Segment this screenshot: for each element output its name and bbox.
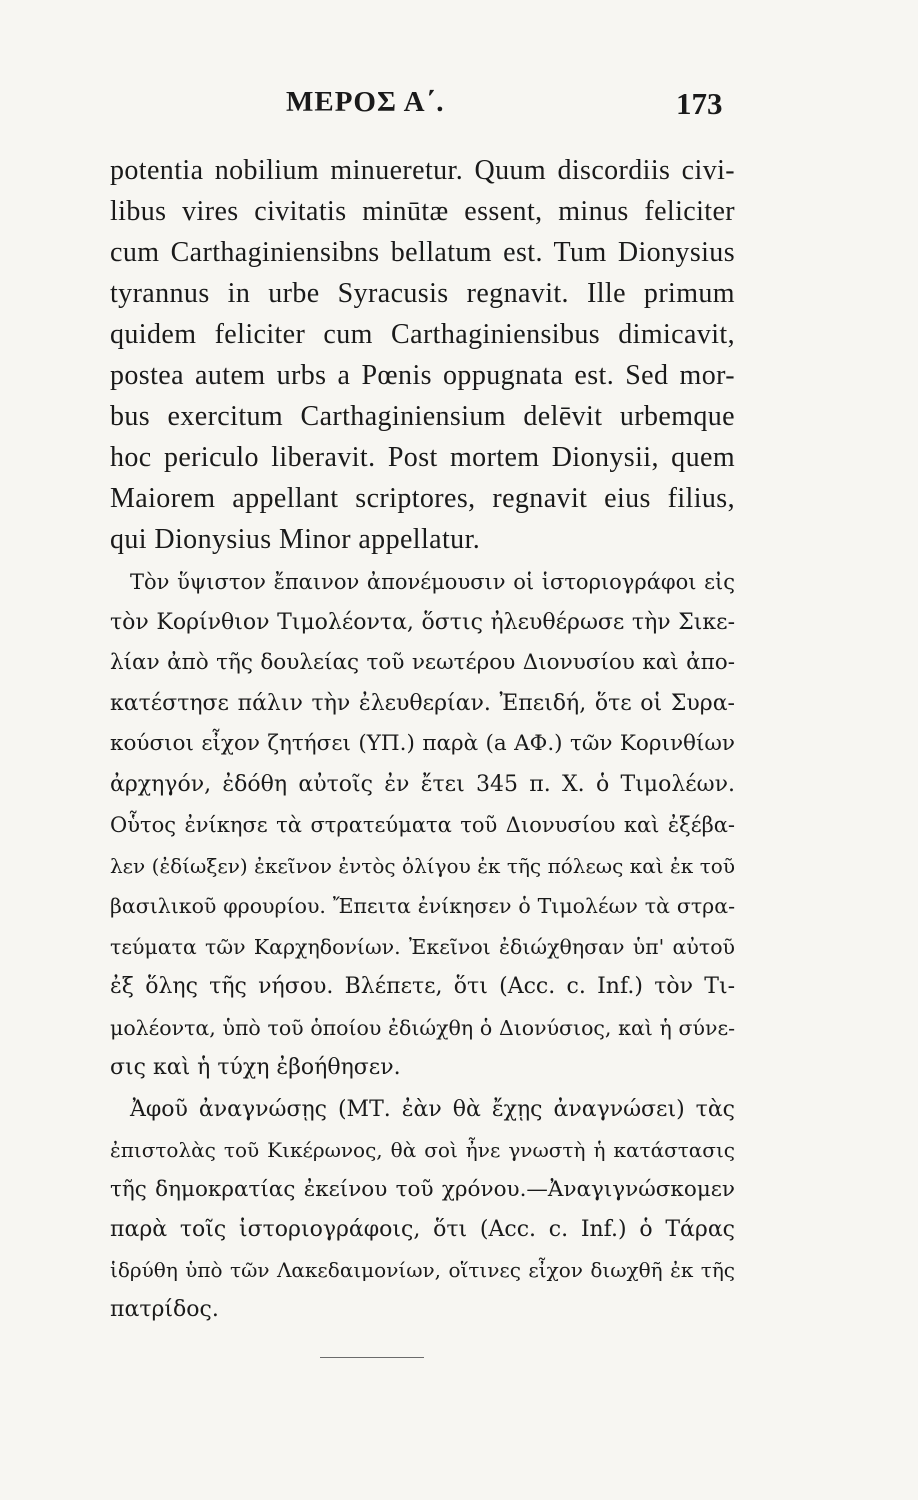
text-line: μολέοντα, ὑπὸ τοῦ ὁποίου ἐδιώχθη ὁ Διονύσιος, καὶ ἡ σύνε- — [110, 1015, 735, 1040]
greek-paragraph-2 — [110, 1090, 735, 1330]
text-line: bus exercitum Carthaginiensium delēvit urbemque — [110, 401, 735, 432]
text-line: βασιλικοῦ φρουρίου. Ἔπειτα ἐνίκησεν ὁ Τιμολέων τὰ στρα- — [110, 894, 735, 918]
text-line: Ἀφοῦ ἀναγνώσῃς (ΜΤ. ἐὰν θὰ ἔχῃς ἀναγνώσει) τὰς — [130, 1097, 735, 1122]
page-number: 173 — [676, 86, 723, 121]
greek-paragraph-1 — [110, 562, 735, 1089]
text-line: σις καὶ ἡ τύχη ἐβοήθησεν. — [110, 1055, 401, 1080]
text-line: cum Carthaginiensibns bellatum est. Tum Dionysius — [110, 237, 735, 268]
text-line: λεν (ἐδίωξεν) ἐκεῖνον ἐντὸς ὀλίγου ἐκ τῆς πόλεως καὶ ἐκ τοῦ — [110, 853, 735, 878]
text-line: quidem feliciter cum Carthaginiensibus dimicavit, — [110, 319, 735, 350]
text-line: τὸν Κορίνθιον Τιμολέοντα, ὅστις ἠλευθέρωσε τὴν Σικε- — [110, 609, 735, 635]
running-title: ΜΕΡΟΣ Α΄. — [286, 86, 445, 118]
text-line: libus vires civitatis minūtæ essent, minus feliciter — [110, 196, 735, 227]
text-line: τῆς δημοκρατίας ἐκείνου τοῦ χρόνου.—Ἀναγιγνώσκομεν — [110, 1177, 735, 1202]
text-line: ἱδρύθη ὑπὸ τῶν Λακεδαιμονίων, οἵτινες εἶχον διωχθῆ ἐκ τῆς — [110, 1258, 735, 1282]
text-line: tyrannus in urbe Syracusis regnavit. Ille primum — [110, 278, 735, 309]
text-line: κούσιοι εἶχον ζητήσει (ΥΠ.) παρὰ (a ΑΦ.) τῶν Κορινθίων — [110, 731, 735, 756]
text-line: Τὸν ὕψιστον ἔπαινον ἀπονέμουσιν οἱ ἱστοριογράφοι εἰς — [130, 570, 735, 594]
text-line: hoc periculo liberavit. Post mortem Dionysii, quem — [110, 442, 735, 473]
text-line: Maiorem appellant scriptores, regnavit eius filius, — [110, 483, 735, 514]
text-line: τεύματα τῶν Καρχηδονίων. Ἐκεῖνοι ἐδιώχθησαν ὑπ' αὐτοῦ — [110, 934, 735, 959]
text-line: λίαν ἀπὸ τῆς δουλείας τοῦ νεωτέρου Διονυσίου καὶ ἀπο- — [110, 650, 735, 675]
text-line: ἐξ ὅλης τῆς νήσου. Βλέπετε, ὅτι (Acc. c. Inf.) τὸν Τι- — [110, 974, 735, 999]
text-line: ἀρχηγόν, ἐδόθη αὐτοῖς ἐν ἔτει 345 π. Χ. ὁ Τιμολέων. — [110, 771, 735, 797]
text-line: Οὗτος ἐνίκησε τὰ στρατεύματα τοῦ Διονυσίου καὶ ἐξέβα- — [110, 813, 735, 837]
text-line: πατρίδος. — [110, 1297, 219, 1322]
text-line: qui Dionysius Minor appellatur. — [110, 524, 481, 555]
text-line: κατέστησε πάλιν τὴν ἐλευθερίαν. Ἐπειδή, ὅτε οἱ Συρα- — [110, 690, 735, 716]
text-line: ἐπιστολὰς τοῦ Κικέρωνος, θὰ σοὶ ἦνε γνωστὴ ἡ κατάστασις — [110, 1138, 735, 1162]
latin-paragraph — [110, 150, 735, 560]
text-line: postea autem urbs a Pœnis oppugnata est. Sed mor- — [110, 360, 735, 391]
text-line: potentia nobilium minueretur. Quum discordiis civi- — [110, 155, 735, 186]
text-line: παρὰ τοῖς ἱστοριογράφοις, ὅτι (Acc. c. Inf.) ὁ Τάρας — [110, 1217, 735, 1242]
section-divider — [320, 1357, 424, 1358]
running-head — [0, 86, 918, 126]
